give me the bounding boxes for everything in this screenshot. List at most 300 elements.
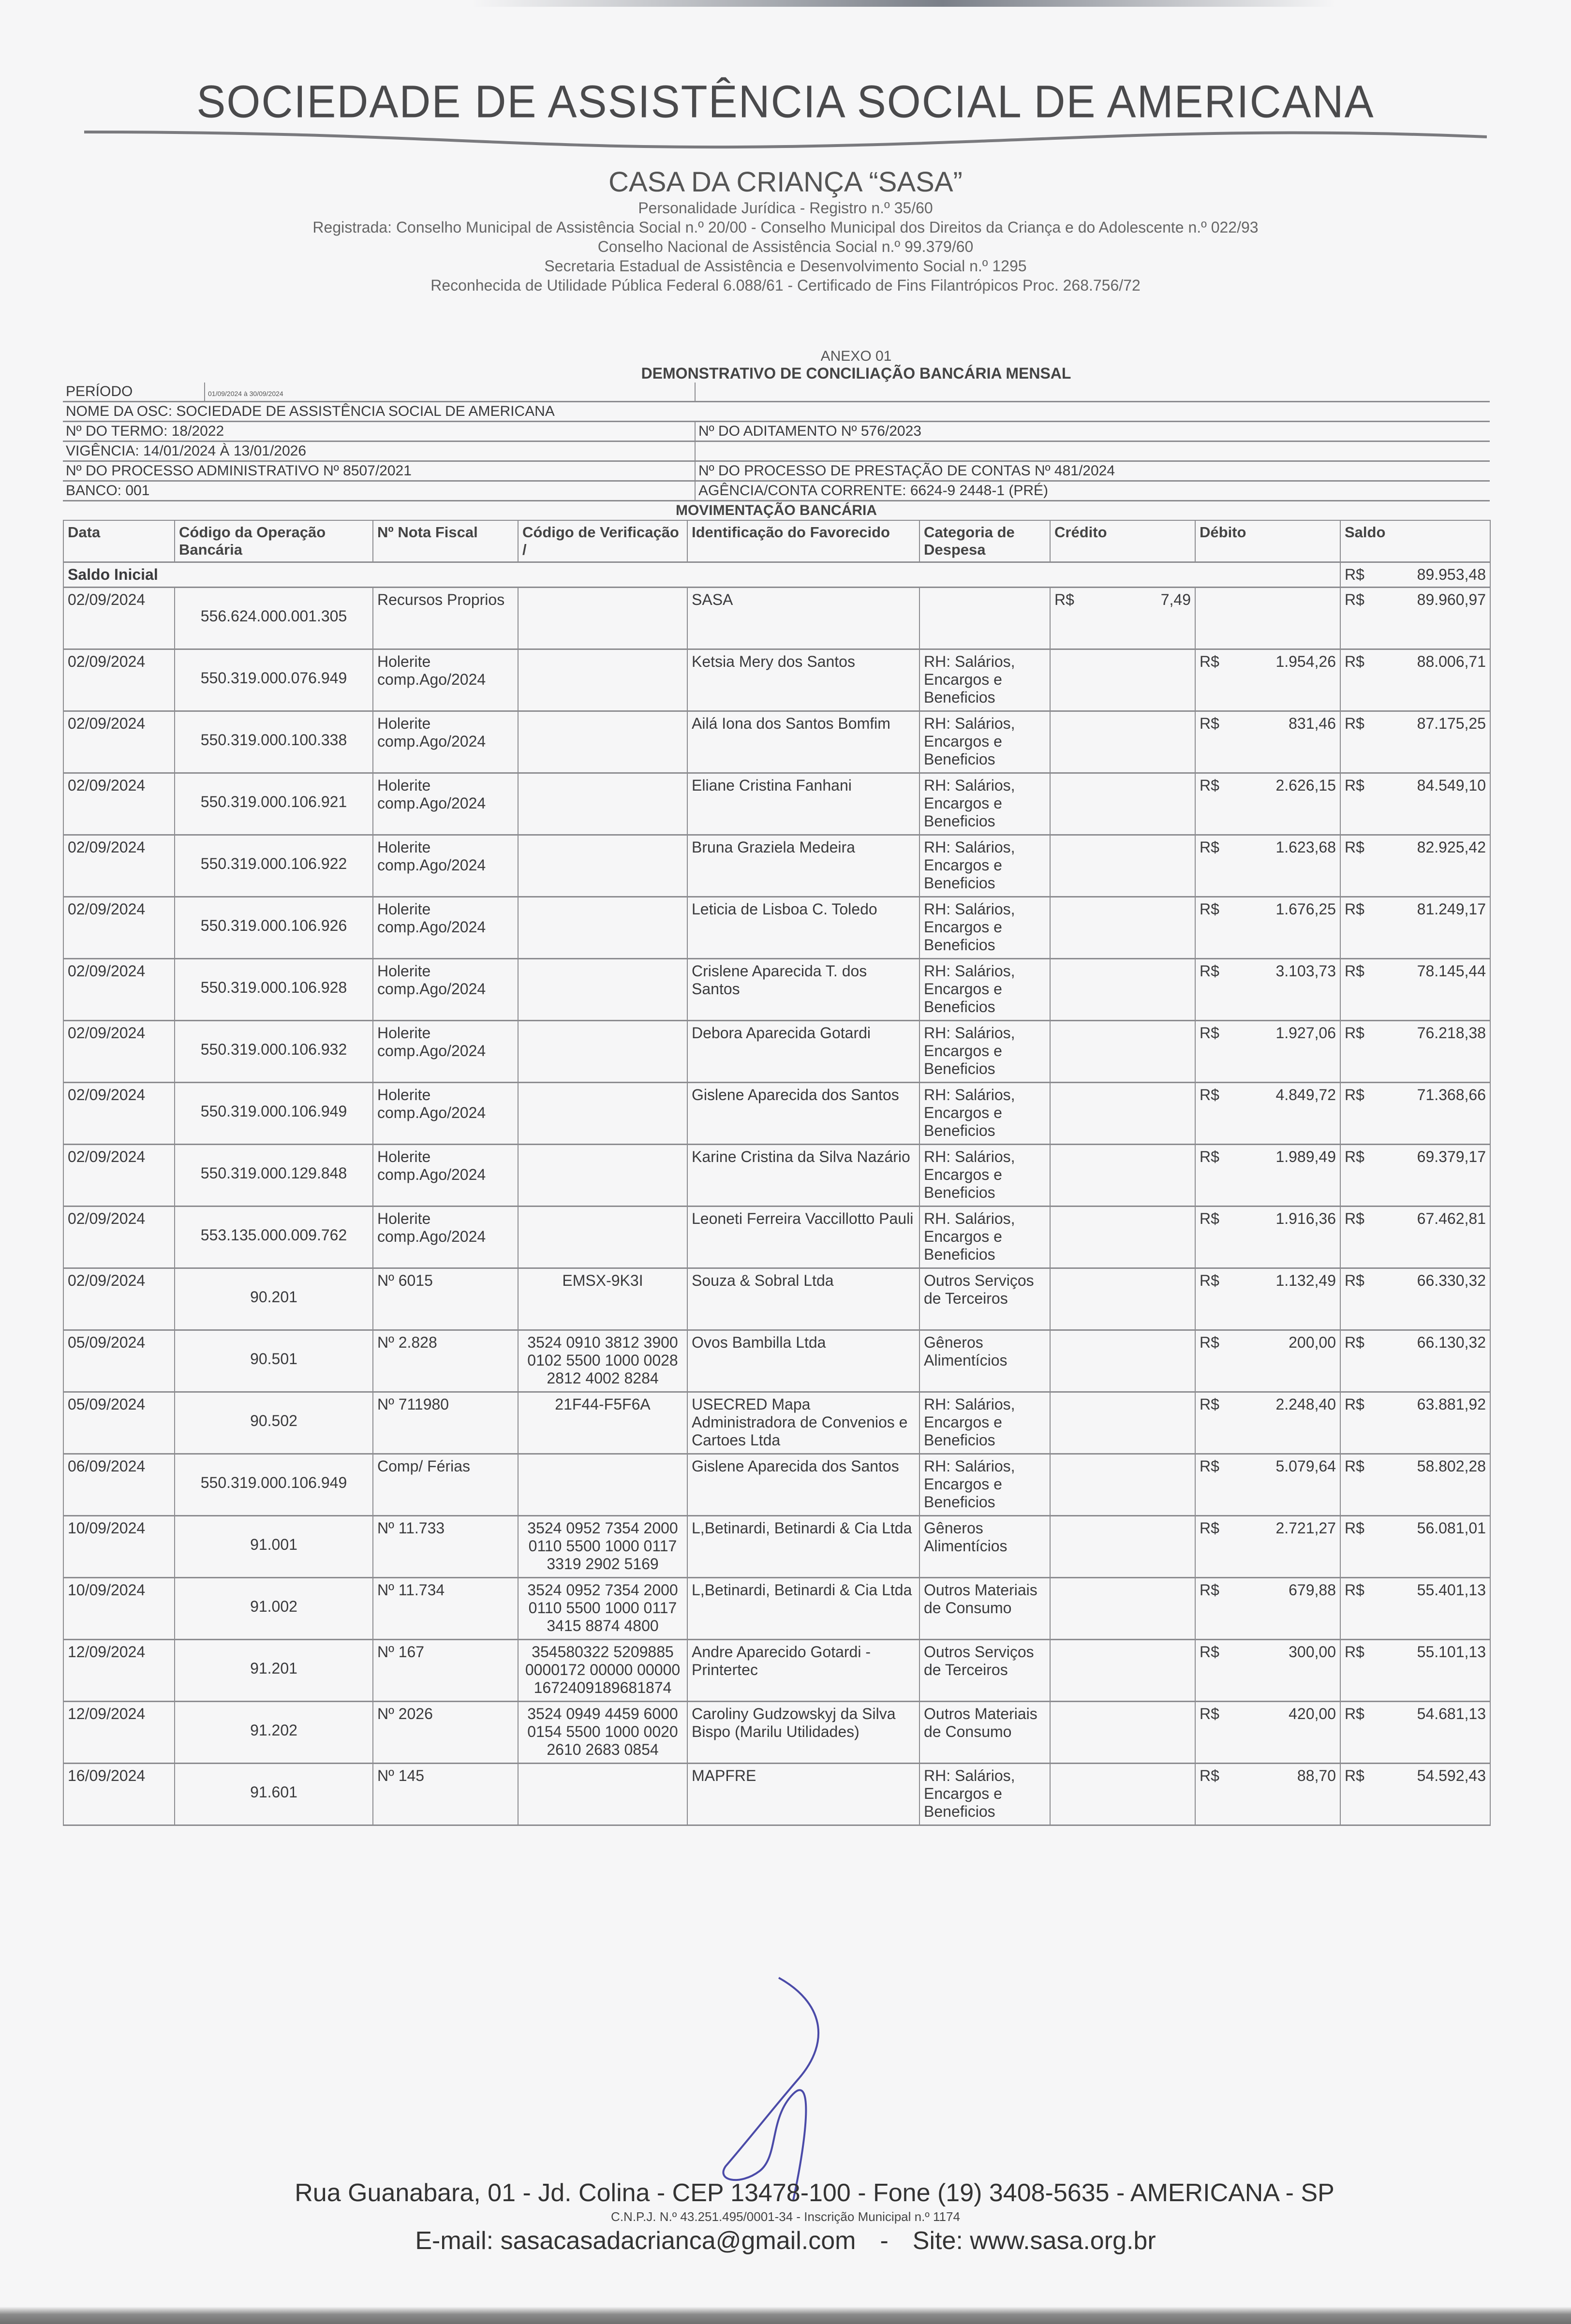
row-debito-value: 88,70 bbox=[1297, 1767, 1336, 1784]
row-expense-category: Outros Materiais de Consumo bbox=[919, 1702, 1050, 1764]
currency-symbol: R$ bbox=[1200, 900, 1219, 918]
currency-symbol: R$ bbox=[1345, 1643, 1364, 1661]
row-debito-cell bbox=[1195, 1764, 1340, 1825]
ledger-row bbox=[63, 1640, 1490, 1702]
row-credito-cell bbox=[1050, 1578, 1195, 1640]
row-verification-code: 354580322 5209885 0000172 00000 00000 1672409189681874 bbox=[518, 1640, 687, 1702]
row-operation-code: 550.319.000.106.926 bbox=[175, 897, 373, 959]
footer-site: Site: www.sasa.org.br bbox=[912, 2227, 1156, 2255]
row-expense-category: RH: Salários, Encargos e Beneficios bbox=[919, 711, 1050, 773]
ledger-row bbox=[63, 1145, 1490, 1206]
row-invoice-number: Holerite comp.Ago/2024 bbox=[373, 835, 518, 897]
row-operation-code: 556.624.000.001.305 bbox=[175, 588, 373, 649]
row-expense-category: RH: Salários, Encargos e Beneficios bbox=[919, 649, 1050, 711]
row-expense-category: RH: Salários, Encargos e Beneficios bbox=[919, 773, 1050, 835]
saldo-inicial-label: Saldo Inicial bbox=[63, 562, 1340, 588]
currency-symbol: R$ bbox=[1345, 1272, 1364, 1289]
row-date: 10/09/2024 bbox=[63, 1516, 175, 1578]
row-date: 12/09/2024 bbox=[63, 1640, 175, 1702]
row-saldo-value: 66.130,32 bbox=[1417, 1334, 1486, 1351]
row-credito-cell bbox=[1050, 1330, 1195, 1392]
currency-symbol: R$ bbox=[1345, 777, 1364, 794]
row-debito-cell bbox=[1195, 1702, 1340, 1764]
ledger-row bbox=[63, 1702, 1490, 1764]
row-verification-code: 3524 0949 4459 6000 0154 5500 1000 0020 2610 2683 0854 bbox=[518, 1702, 687, 1764]
row-date: 02/09/2024 bbox=[63, 649, 175, 711]
row-saldo-value: 54.592,43 bbox=[1417, 1767, 1486, 1784]
row-invoice-number: Holerite comp.Ago/2024 bbox=[373, 711, 518, 773]
row-saldo-cell bbox=[1340, 1145, 1490, 1206]
row-debito-cell bbox=[1195, 1206, 1340, 1268]
row-expense-category: RH: Salários, Encargos e Beneficios bbox=[919, 1454, 1050, 1516]
ledger-row bbox=[63, 835, 1490, 897]
row-debito-value: 1.927,06 bbox=[1275, 1024, 1336, 1042]
saldo-inicial-row bbox=[63, 562, 1490, 588]
ledger-row bbox=[63, 1454, 1490, 1516]
row-date: 10/09/2024 bbox=[63, 1578, 175, 1640]
row-payee: Ovos Bambilla Ltda bbox=[687, 1330, 919, 1392]
row-credito-cell bbox=[1050, 1702, 1195, 1764]
currency-symbol: R$ bbox=[1345, 1705, 1364, 1722]
row-saldo-cell bbox=[1340, 649, 1490, 711]
row-verification-code bbox=[518, 897, 687, 959]
row-verification-code: 3524 0952 7354 2000 0110 5500 1000 0117 3415 8874 4800 bbox=[518, 1578, 687, 1640]
row-debito-value: 679,88 bbox=[1289, 1581, 1336, 1599]
ledger-row bbox=[63, 1392, 1490, 1454]
footer-cnpj: C.N.P.J. N.º 43.251.495/0001-34 - Inscrição Municipal n.º 1174 bbox=[611, 2209, 960, 2224]
ledger-row bbox=[63, 1083, 1490, 1145]
currency-symbol: R$ bbox=[1345, 1086, 1364, 1103]
row-saldo-cell bbox=[1340, 1330, 1490, 1392]
row-operation-code: 553.135.000.009.762 bbox=[175, 1206, 373, 1268]
row-credito-cell bbox=[1050, 588, 1195, 649]
row-operation-code: 91.601 bbox=[175, 1764, 373, 1825]
col-header-data: Data bbox=[63, 520, 175, 562]
row-debito-cell bbox=[1195, 897, 1340, 959]
row-expense-category: RH: Salários, Encargos e Beneficios bbox=[919, 1021, 1050, 1083]
ledger-row bbox=[63, 588, 1490, 649]
row-payee: Leticia de Lisboa C. Toledo bbox=[687, 897, 919, 959]
ledger-row bbox=[63, 1578, 1490, 1640]
currency-symbol: R$ bbox=[1200, 1643, 1219, 1661]
row-saldo-cell bbox=[1340, 711, 1490, 773]
row-date: 12/09/2024 bbox=[63, 1702, 175, 1764]
currency-symbol: R$ bbox=[1200, 1581, 1219, 1599]
row-payee: Eliane Cristina Fanhani bbox=[687, 773, 919, 835]
row-credito-cell bbox=[1050, 1083, 1195, 1145]
currency-symbol: R$ bbox=[1345, 653, 1364, 670]
saldo-inicial-value: 89.953,48 bbox=[1417, 566, 1486, 583]
row-saldo-value: 54.681,13 bbox=[1417, 1705, 1486, 1722]
row-debito-value: 200,00 bbox=[1289, 1334, 1336, 1351]
row-saldo-value: 84.549,10 bbox=[1417, 777, 1486, 794]
row-expense-category: Outros Serviços de Terceiros bbox=[919, 1640, 1050, 1702]
row-debito-cell bbox=[1195, 1392, 1340, 1454]
row-expense-category: Outros Materiais de Consumo bbox=[919, 1578, 1050, 1640]
currency-symbol: R$ bbox=[1345, 838, 1364, 856]
row-verification-code bbox=[518, 1454, 687, 1516]
row-credito-cell bbox=[1050, 1454, 1195, 1516]
row-payee: USECRED Mapa Administradora de Convenios e Cartoes Ltda bbox=[687, 1392, 919, 1454]
row-debito-value: 2.626,15 bbox=[1275, 777, 1336, 794]
col-header-debito: Débito bbox=[1195, 520, 1340, 562]
row-invoice-number: Comp/ Férias bbox=[373, 1454, 518, 1516]
row-saldo-value: 78.145,44 bbox=[1417, 962, 1486, 980]
row-invoice-number: Holerite comp.Ago/2024 bbox=[373, 1145, 518, 1206]
row-invoice-number: Nº 711980 bbox=[373, 1392, 518, 1454]
currency-symbol: R$ bbox=[1200, 838, 1219, 856]
row-invoice-number: Nº 167 bbox=[373, 1640, 518, 1702]
row-saldo-cell bbox=[1340, 897, 1490, 959]
currency-symbol: R$ bbox=[1200, 777, 1219, 794]
row-saldo-cell bbox=[1340, 1516, 1490, 1578]
row-invoice-number: Nº 145 bbox=[373, 1764, 518, 1825]
form-metadata bbox=[63, 382, 1490, 501]
row-invoice-number: Holerite comp.Ago/2024 bbox=[373, 1083, 518, 1145]
row-expense-category: RH: Salários, Encargos e Beneficios bbox=[919, 1083, 1050, 1145]
registration-line: Personalidade Jurídica - Registro n.º 35/60 bbox=[638, 199, 933, 217]
row-payee: Bruna Graziela Medeira bbox=[687, 835, 919, 897]
row-debito-value: 1.132,49 bbox=[1275, 1272, 1336, 1289]
registration-line: Conselho Nacional de Assistência Social n.º 99.379/60 bbox=[597, 238, 974, 255]
row-saldo-value: 82.925,42 bbox=[1417, 838, 1486, 856]
row-payee: Leoneti Ferreira Vaccillotto Pauli bbox=[687, 1206, 919, 1268]
row-invoice-number: Holerite comp.Ago/2024 bbox=[373, 1021, 518, 1083]
registration-line: Reconhecida de Utilidade Pública Federal 6.088/61 - Certificado de Fins Filantrópicos Proc. 268.756/72 bbox=[430, 277, 1141, 294]
currency-symbol: R$ bbox=[1200, 962, 1219, 980]
row-credito-cell bbox=[1050, 1021, 1195, 1083]
aditamento-number: Nº DO ADITAMENTO Nº 576/2023 bbox=[695, 422, 1490, 441]
row-invoice-number: Nº 11.733 bbox=[373, 1516, 518, 1578]
row-payee: SASA bbox=[687, 588, 919, 649]
row-operation-code: 550.319.000.129.848 bbox=[175, 1145, 373, 1206]
row-verification-code bbox=[518, 649, 687, 711]
currency-symbol: R$ bbox=[1345, 1148, 1364, 1165]
row-debito-cell bbox=[1195, 773, 1340, 835]
currency-symbol: R$ bbox=[1345, 566, 1364, 583]
row-date: 05/09/2024 bbox=[63, 1392, 175, 1454]
row-expense-category: RH: Salários, Encargos e Beneficios bbox=[919, 835, 1050, 897]
row-debito-cell bbox=[1195, 649, 1340, 711]
ledger-row bbox=[63, 1516, 1490, 1578]
row-date: 02/09/2024 bbox=[63, 1021, 175, 1083]
row-invoice-number: Holerite comp.Ago/2024 bbox=[373, 897, 518, 959]
row-operation-code: 550.319.000.106.921 bbox=[175, 773, 373, 835]
row-operation-code: 550.319.000.106.949 bbox=[175, 1454, 373, 1516]
row-date: 06/09/2024 bbox=[63, 1454, 175, 1516]
currency-symbol: R$ bbox=[1345, 715, 1364, 732]
row-invoice-number: Nº 11.734 bbox=[373, 1578, 518, 1640]
ledger-row bbox=[63, 1021, 1490, 1083]
col-header-categoria: Categoria de Despesa bbox=[919, 520, 1050, 562]
row-payee: L,Betinardi, Betinardi & Cia Ltda bbox=[687, 1516, 919, 1578]
handwritten-signature-icon bbox=[697, 1973, 856, 2205]
row-saldo-cell bbox=[1340, 773, 1490, 835]
row-saldo-value: 89.960,97 bbox=[1417, 591, 1486, 608]
row-date: 02/09/2024 bbox=[63, 897, 175, 959]
movimentacao-title: MOVIMENTAÇÃO BANCÁRIA bbox=[675, 502, 877, 518]
row-saldo-cell bbox=[1340, 1083, 1490, 1145]
row-payee: Gislene Aparecida dos Santos bbox=[687, 1454, 919, 1516]
row-expense-category: Gêneros Alimentícios bbox=[919, 1516, 1050, 1578]
row-debito-cell bbox=[1195, 1330, 1340, 1392]
ledger-row bbox=[63, 1268, 1490, 1330]
periodo-label: PERÍODO bbox=[63, 382, 205, 402]
row-saldo-cell bbox=[1340, 1702, 1490, 1764]
row-expense-category: RH: Salários, Encargos e Beneficios bbox=[919, 959, 1050, 1021]
row-debito-cell bbox=[1195, 1578, 1340, 1640]
currency-symbol: R$ bbox=[1200, 1210, 1219, 1227]
vigencia: VIGÊNCIA: 14/01/2024 À 13/01/2026 bbox=[63, 441, 695, 461]
row-verification-code bbox=[518, 1021, 687, 1083]
row-saldo-cell bbox=[1340, 1640, 1490, 1702]
row-verification-code bbox=[518, 1083, 687, 1145]
row-credito-cell bbox=[1050, 897, 1195, 959]
institution-subtitle: CASA DA CRIANÇA “SASA” bbox=[608, 166, 963, 198]
row-saldo-value: 71.368,66 bbox=[1417, 1086, 1486, 1103]
row-saldo-cell bbox=[1340, 835, 1490, 897]
row-operation-code: 550.319.000.100.338 bbox=[175, 711, 373, 773]
row-invoice-number: Holerite comp.Ago/2024 bbox=[373, 959, 518, 1021]
currency-symbol: R$ bbox=[1345, 1581, 1364, 1599]
row-saldo-cell bbox=[1340, 1578, 1490, 1640]
currency-symbol: R$ bbox=[1200, 1396, 1219, 1413]
row-date: 02/09/2024 bbox=[63, 959, 175, 1021]
row-payee: Andre Aparecido Gotardi - Printertec bbox=[687, 1640, 919, 1702]
row-invoice-number: Nº 2026 bbox=[373, 1702, 518, 1764]
row-debito-value: 1.989,49 bbox=[1275, 1148, 1336, 1165]
row-operation-code: 90.201 bbox=[175, 1268, 373, 1330]
row-invoice-number: Nº 6015 bbox=[373, 1268, 518, 1330]
ledger-header-row bbox=[63, 520, 1490, 562]
row-debito-value: 3.103,73 bbox=[1275, 962, 1336, 980]
row-invoice-number: Holerite comp.Ago/2024 bbox=[373, 649, 518, 711]
row-verification-code bbox=[518, 773, 687, 835]
col-header-nota-fiscal: Nº Nota Fiscal bbox=[373, 520, 518, 562]
row-payee: Ailá Iona dos Santos Bomfim bbox=[687, 711, 919, 773]
row-operation-code: 91.002 bbox=[175, 1578, 373, 1640]
row-debito-cell bbox=[1195, 1640, 1340, 1702]
currency-symbol: R$ bbox=[1345, 591, 1364, 608]
row-operation-code: 550.319.000.106.928 bbox=[175, 959, 373, 1021]
row-saldo-value: 87.175,25 bbox=[1417, 715, 1486, 732]
registration-line: Secretaria Estadual de Assistência e Desenvolvimento Social n.º 1295 bbox=[544, 257, 1027, 275]
row-verification-code bbox=[518, 835, 687, 897]
row-verification-code bbox=[518, 1764, 687, 1825]
row-expense-category: Gêneros Alimentícios bbox=[919, 1330, 1050, 1392]
row-saldo-cell bbox=[1340, 1764, 1490, 1825]
row-credito-cell bbox=[1050, 1206, 1195, 1268]
row-saldo-value: 55.401,13 bbox=[1417, 1581, 1486, 1599]
currency-symbol: R$ bbox=[1200, 1086, 1219, 1103]
col-header-favorecido: Identificação do Favorecido bbox=[687, 520, 919, 562]
row-saldo-cell bbox=[1340, 1454, 1490, 1516]
row-operation-code: 90.502 bbox=[175, 1392, 373, 1454]
row-debito-cell bbox=[1195, 588, 1340, 649]
row-saldo-value: 67.462,81 bbox=[1417, 1210, 1486, 1227]
currency-symbol: R$ bbox=[1345, 1767, 1364, 1784]
row-operation-code: 91.202 bbox=[175, 1702, 373, 1764]
col-header-codigo-operacao: Código da Operação Bancária bbox=[175, 520, 373, 562]
ledger-row bbox=[63, 897, 1490, 959]
currency-symbol: R$ bbox=[1345, 1334, 1364, 1351]
col-header-codigo-verificacao: Código de Verificação / bbox=[518, 520, 687, 562]
row-debito-value: 5.079,64 bbox=[1275, 1457, 1336, 1475]
row-credito-cell bbox=[1050, 1392, 1195, 1454]
row-date: 02/09/2024 bbox=[63, 1083, 175, 1145]
row-credito-cell bbox=[1050, 773, 1195, 835]
currency-symbol: R$ bbox=[1200, 1024, 1219, 1042]
currency-symbol: R$ bbox=[1345, 1024, 1364, 1042]
row-debito-value: 2.721,27 bbox=[1275, 1519, 1336, 1537]
row-operation-code: 550.319.000.106.949 bbox=[175, 1083, 373, 1145]
currency-symbol: R$ bbox=[1200, 1767, 1219, 1784]
row-expense-category: RH: Salários, Encargos e Beneficios bbox=[919, 897, 1050, 959]
scan-edge-bottom bbox=[0, 2307, 1571, 2324]
currency-symbol: R$ bbox=[1200, 1457, 1219, 1475]
row-saldo-cell bbox=[1340, 588, 1490, 649]
row-credito-cell bbox=[1050, 1640, 1195, 1702]
osc-name: NOME DA OSC: SOCIEDADE DE ASSISTÊNCIA SOCIAL DE AMERICANA bbox=[63, 402, 1490, 422]
row-operation-code: 91.001 bbox=[175, 1516, 373, 1578]
currency-symbol: R$ bbox=[1200, 1519, 1219, 1537]
row-saldo-value: 88.006,71 bbox=[1417, 653, 1486, 670]
ledger-row bbox=[63, 649, 1490, 711]
org-name: SOCIEDADE DE ASSISTÊNCIA SOCIAL DE AMERICANA bbox=[196, 76, 1375, 128]
row-saldo-value: 56.081,01 bbox=[1417, 1519, 1486, 1537]
row-expense-category bbox=[919, 588, 1050, 649]
ledger-row bbox=[63, 1206, 1490, 1268]
bank-ledger-table bbox=[63, 520, 1491, 1826]
row-invoice-number: Recursos Proprios bbox=[373, 588, 518, 649]
row-saldo-cell bbox=[1340, 1206, 1490, 1268]
row-credito-cell bbox=[1050, 835, 1195, 897]
currency-symbol: R$ bbox=[1200, 1272, 1219, 1289]
ledger-row bbox=[63, 1330, 1490, 1392]
row-debito-value: 2.248,40 bbox=[1275, 1396, 1336, 1413]
agencia-conta: AGÊNCIA/CONTA CORRENTE: 6624-9 2448-1 (PRÉ) bbox=[695, 481, 1490, 501]
row-credito-cell bbox=[1050, 1268, 1195, 1330]
row-payee: Debora Aparecida Gotardi bbox=[687, 1021, 919, 1083]
footer bbox=[0, 2178, 1571, 2255]
row-debito-cell bbox=[1195, 1083, 1340, 1145]
ledger-row bbox=[63, 773, 1490, 835]
ledger-row bbox=[63, 959, 1490, 1021]
row-invoice-number: Nº 2.828 bbox=[373, 1330, 518, 1392]
currency-symbol: R$ bbox=[1200, 715, 1219, 732]
ledger-row bbox=[63, 711, 1490, 773]
row-credito-cell bbox=[1050, 711, 1195, 773]
row-date: 05/09/2024 bbox=[63, 1330, 175, 1392]
row-payee: MAPFRE bbox=[687, 1764, 919, 1825]
footer-separator: - bbox=[880, 2227, 889, 2255]
row-saldo-value: 55.101,13 bbox=[1417, 1643, 1486, 1661]
row-operation-code: 550.319.000.106.922 bbox=[175, 835, 373, 897]
row-saldo-value: 66.330,32 bbox=[1417, 1272, 1486, 1289]
row-debito-cell bbox=[1195, 1268, 1340, 1330]
row-date: 02/09/2024 bbox=[63, 1268, 175, 1330]
row-debito-value: 300,00 bbox=[1289, 1643, 1336, 1661]
row-saldo-value: 69.379,17 bbox=[1417, 1148, 1486, 1165]
row-debito-cell bbox=[1195, 1145, 1340, 1206]
row-credito-cell bbox=[1050, 1516, 1195, 1578]
row-debito-value: 1.676,25 bbox=[1275, 900, 1336, 918]
row-debito-cell bbox=[1195, 835, 1340, 897]
row-payee: Karine Cristina da Silva Nazário bbox=[687, 1145, 919, 1206]
reconciliation-form bbox=[63, 348, 1490, 1826]
row-verification-code: 21F44-F5F6A bbox=[518, 1392, 687, 1454]
row-date: 02/09/2024 bbox=[63, 588, 175, 649]
processo-prestacao-contas: Nº DO PROCESSO DE PRESTAÇÃO DE CONTAS Nº 481/2024 bbox=[695, 461, 1490, 481]
row-date: 16/09/2024 bbox=[63, 1764, 175, 1825]
periodo-value: 01/09/2024 à 30/09/2024 bbox=[208, 390, 283, 397]
row-credito-cell bbox=[1050, 959, 1195, 1021]
row-date: 02/09/2024 bbox=[63, 1145, 175, 1206]
row-date: 02/09/2024 bbox=[63, 1206, 175, 1268]
row-saldo-cell bbox=[1340, 959, 1490, 1021]
currency-symbol: R$ bbox=[1200, 1705, 1219, 1722]
row-verification-code: 3524 0910 3812 3900 0102 5500 1000 0028 2812 4002 8284 bbox=[518, 1330, 687, 1392]
row-payee: Crislene Aparecida T. dos Santos bbox=[687, 959, 919, 1021]
row-expense-category: RH. Salários, Encargos e Beneficios bbox=[919, 1206, 1050, 1268]
row-verification-code bbox=[518, 959, 687, 1021]
scan-edge-top bbox=[0, 0, 1571, 7]
row-debito-cell bbox=[1195, 1454, 1340, 1516]
currency-symbol: R$ bbox=[1345, 1519, 1364, 1537]
row-expense-category: Outros Serviços de Terceiros bbox=[919, 1268, 1050, 1330]
row-saldo-value: 58.802,28 bbox=[1417, 1457, 1486, 1475]
row-debito-value: 1.954,26 bbox=[1275, 653, 1336, 670]
form-title: DEMONSTRATIVO DE CONCILIAÇÃO BANCÁRIA MENSAL bbox=[641, 365, 1071, 382]
row-debito-cell bbox=[1195, 1021, 1340, 1083]
row-saldo-value: 81.249,17 bbox=[1417, 900, 1486, 918]
processo-administrativo: Nº DO PROCESSO ADMINISTRATIVO Nº 8507/2021 bbox=[63, 461, 695, 481]
row-expense-category: RH: Salários, Encargos e Beneficios bbox=[919, 1392, 1050, 1454]
currency-symbol: R$ bbox=[1345, 962, 1364, 980]
row-payee: Gislene Aparecida dos Santos bbox=[687, 1083, 919, 1145]
currency-symbol: R$ bbox=[1054, 591, 1074, 608]
row-saldo-cell bbox=[1340, 1021, 1490, 1083]
row-verification-code bbox=[518, 711, 687, 773]
row-expense-category: RH: Salários, Encargos e Beneficios bbox=[919, 1145, 1050, 1206]
letterhead bbox=[0, 77, 1571, 295]
row-operation-code: 550.319.000.076.949 bbox=[175, 649, 373, 711]
ledger-row bbox=[63, 1764, 1490, 1825]
row-payee: L,Betinardi, Betinardi & Cia Ltda bbox=[687, 1578, 919, 1640]
termo-number: Nº DO TERMO: 18/2022 bbox=[63, 422, 695, 441]
currency-symbol: R$ bbox=[1200, 1148, 1219, 1165]
row-debito-cell bbox=[1195, 1516, 1340, 1578]
currency-symbol: R$ bbox=[1200, 1334, 1219, 1351]
row-operation-code: 90.501 bbox=[175, 1330, 373, 1392]
row-debito-value: 831,46 bbox=[1289, 715, 1336, 732]
row-verification-code bbox=[518, 1145, 687, 1206]
currency-symbol: R$ bbox=[1345, 1210, 1364, 1227]
row-payee: Ketsia Mery dos Santos bbox=[687, 649, 919, 711]
row-verification-code: EMSX-9K3I bbox=[518, 1268, 687, 1330]
banco: BANCO: 001 bbox=[63, 481, 695, 501]
footer-address: Rua Guanabara, 01 - Jd. Colina - CEP 13478-100 - Fone (19) 3408-5635 - AMERICANA - SP bbox=[295, 2179, 1334, 2207]
row-credito-cell bbox=[1050, 649, 1195, 711]
row-credito-cell bbox=[1050, 1764, 1195, 1825]
row-credito-value: 7,49 bbox=[1160, 591, 1191, 608]
col-header-saldo: Saldo bbox=[1340, 520, 1490, 562]
row-verification-code: 3524 0952 7354 2000 0110 5500 1000 0117 3319 2902 5169 bbox=[518, 1516, 687, 1578]
col-header-credito: Crédito bbox=[1050, 520, 1195, 562]
currency-symbol: R$ bbox=[1345, 1457, 1364, 1475]
row-expense-category: RH: Salários, Encargos e Beneficios bbox=[919, 1764, 1050, 1825]
currency-symbol: R$ bbox=[1345, 1396, 1364, 1413]
